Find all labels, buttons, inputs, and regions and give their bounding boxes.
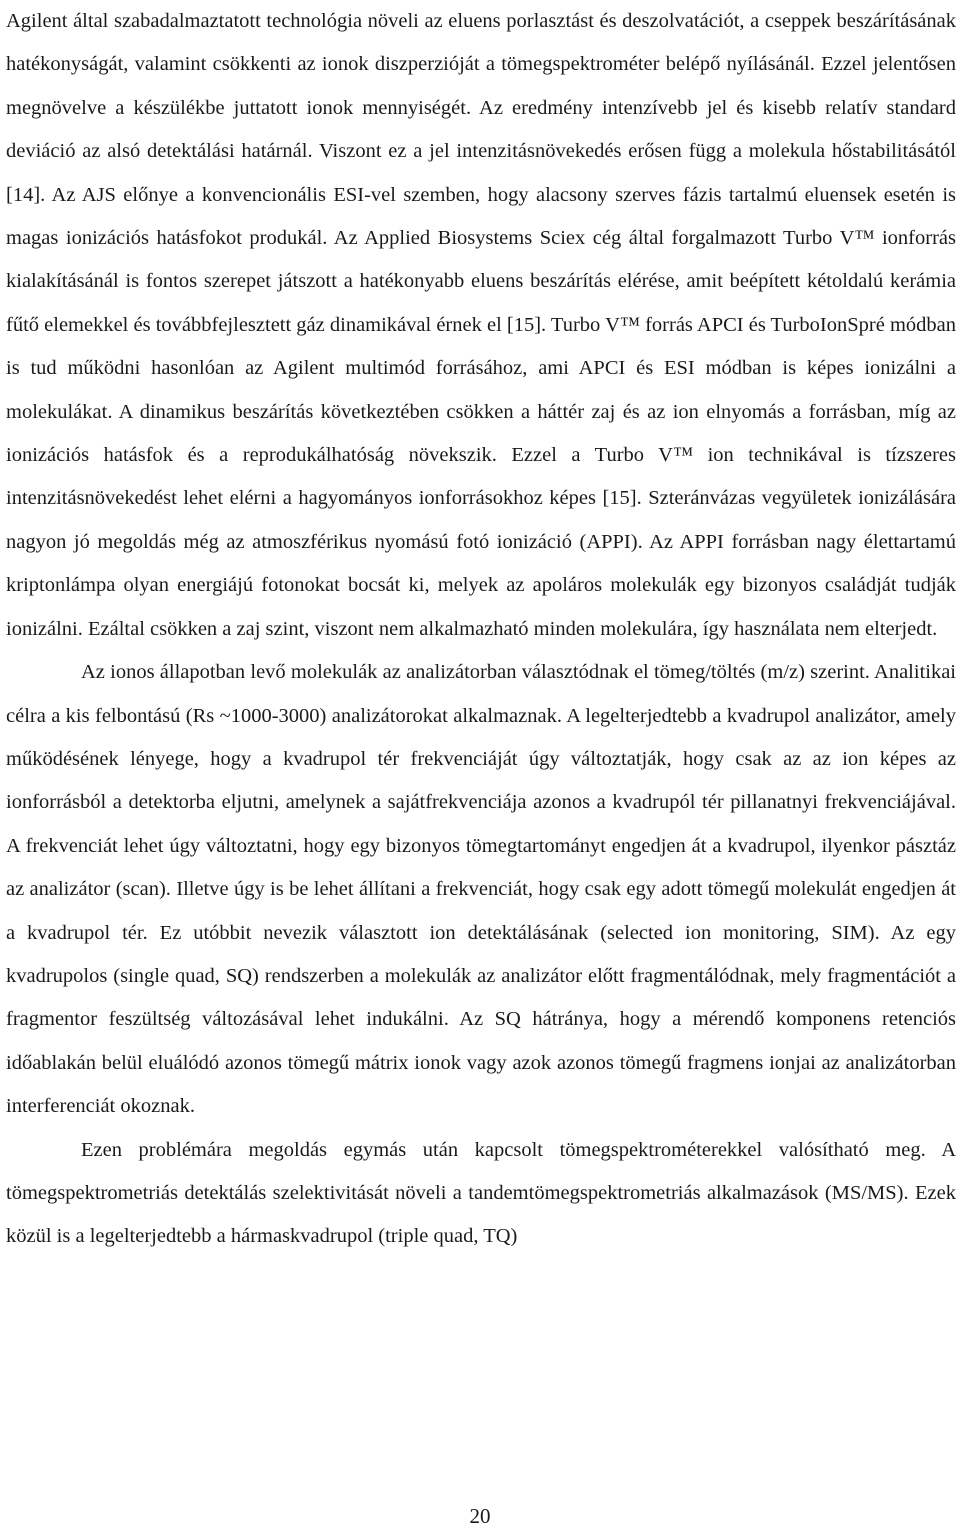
page-number: 20 [469, 1504, 491, 1528]
paragraph-ionization-sources: Agilent által szabadalmaztatott technológia növeli az eluens porlasztást és deszolvatációt, a cseppek beszárításának hatékonyságát, valamint csökkenti az ionok diszperzióját a tömegspektrométer belépő nyílásánál. Ezzel jelentősen megnövelve a készülékbe juttatott ionok mennyiségét. Az eredmény intenzívebb jel és kisebb relatív standard deviáció az alsó detektálási határnál. Viszont ez a jel intenzitásnövekedés erősen függ a molekula hőstabilitásától [14]. Az AJS előnye a konvencionális ESI-vel szemben, hogy alacsony szerves fázis tartalmú eluensek esetén is magas ionizációs hatásfokot produkál. Az Applied Biosystems Sciex cég által forgalmazott Turbo V™ ionforrás kialakításánál is fontos szerepet játszott a hatékonyabb eluens beszárítás elérése, amit beépített kétoldalú kerámia fűtő elemekkel és továbbfejlesztett gáz dinamikával érnek el [15]. Turbo V™ forrás APCI és TurboIonSpré módban is tud működni hasonlóan az Agilent multimód forrásához, ami APCI és ESI módban is képes ionizálni a molekulákat. A dinamikus beszárítás következtében csökken a háttér zaj és az ion elnyomás a forrásban, míg az ionizációs hatásfok és a reprodukálhatóság növekszik. Ezzel a Turbo V™ ion technikával is tízszeres intenzitásnövekedést lehet elérni a hagyományos ionforrásokhoz képes [15]. Szteránvázas vegyületek ionizálására nagyon jó megoldás még az atmoszférikus nyomású fotó ionizáció (APPI). Az APPI forrásban nagy élettartamú kriptonlámpa olyan energiájú fotonokat bocsát ki, melyek az apoláros molekulák egy bizonyos családját tudják ionizálni. Ezáltal csökken a zaj szint, viszont nem alkalmazható minden molekulára, így használata nem elterjedt. [6, 10, 956, 640]
paragraph-tandem-ms: Ezen problémára megoldás egymás után kapcsolt tömegspektrométerekkel valósítható meg. A tömegspektrometriás detektálás szelektivitását növeli a tandemtömegspektrometriás alkalmazások (MS/MS). Ezek közül is a legelterjedtebb a hármaskvadrupol (triple quad, TQ) [6, 1138, 956, 1248]
paragraph-quadrupole-analyzer: Az ionos állapotban levő molekulák az analizátorban választódnak el tömeg/töltés (m/z) szerint. Analitikai célra a kis felbontású (Rs ~1000-3000) analizátorokat alkalmaznak. A legelterjedtebb a kvadrupol analizátor, amely működésének lényege, hogy a kvadrupol tér frekvenciáját úgy változtatják, hogy csak az az ion képes az ionforrásból a detektorba eljutni, amelynek a sajátfrekvenciája azonos a kvadrupól tér pillanatnyi frekvenciájával. A frekvenciát lehet úgy változtatni, hogy egy bizonyos tömegtartományt engedjen át a kvadrupol, ilyenkor pásztáz az analizátor (scan). Illetve úgy is be lehet állítani a frekvenciát, hogy csak egy adott tömegű molekulát engedjen át a kvadrupol tér. Ez utóbbit nevezik választott ion detektálásának (selected ion monitoring, SIM). Az egy kvadrupolos (single quad, SQ) rendszerben a molekulák az analizátor előtt fragmentálódnak, mely fragmentációt a fragmentor feszültség változásával lehet indukálni. Az SQ hátránya, hogy a mérendő komponens retenciós időablakán belül eluálódó azonos tömegű mátrix ionok vagy azok azonos tömegű fragmens ionjai az analizátorban interferenciát okoznak. [6, 661, 956, 1118]
document-body [6, 0, 956, 1259]
